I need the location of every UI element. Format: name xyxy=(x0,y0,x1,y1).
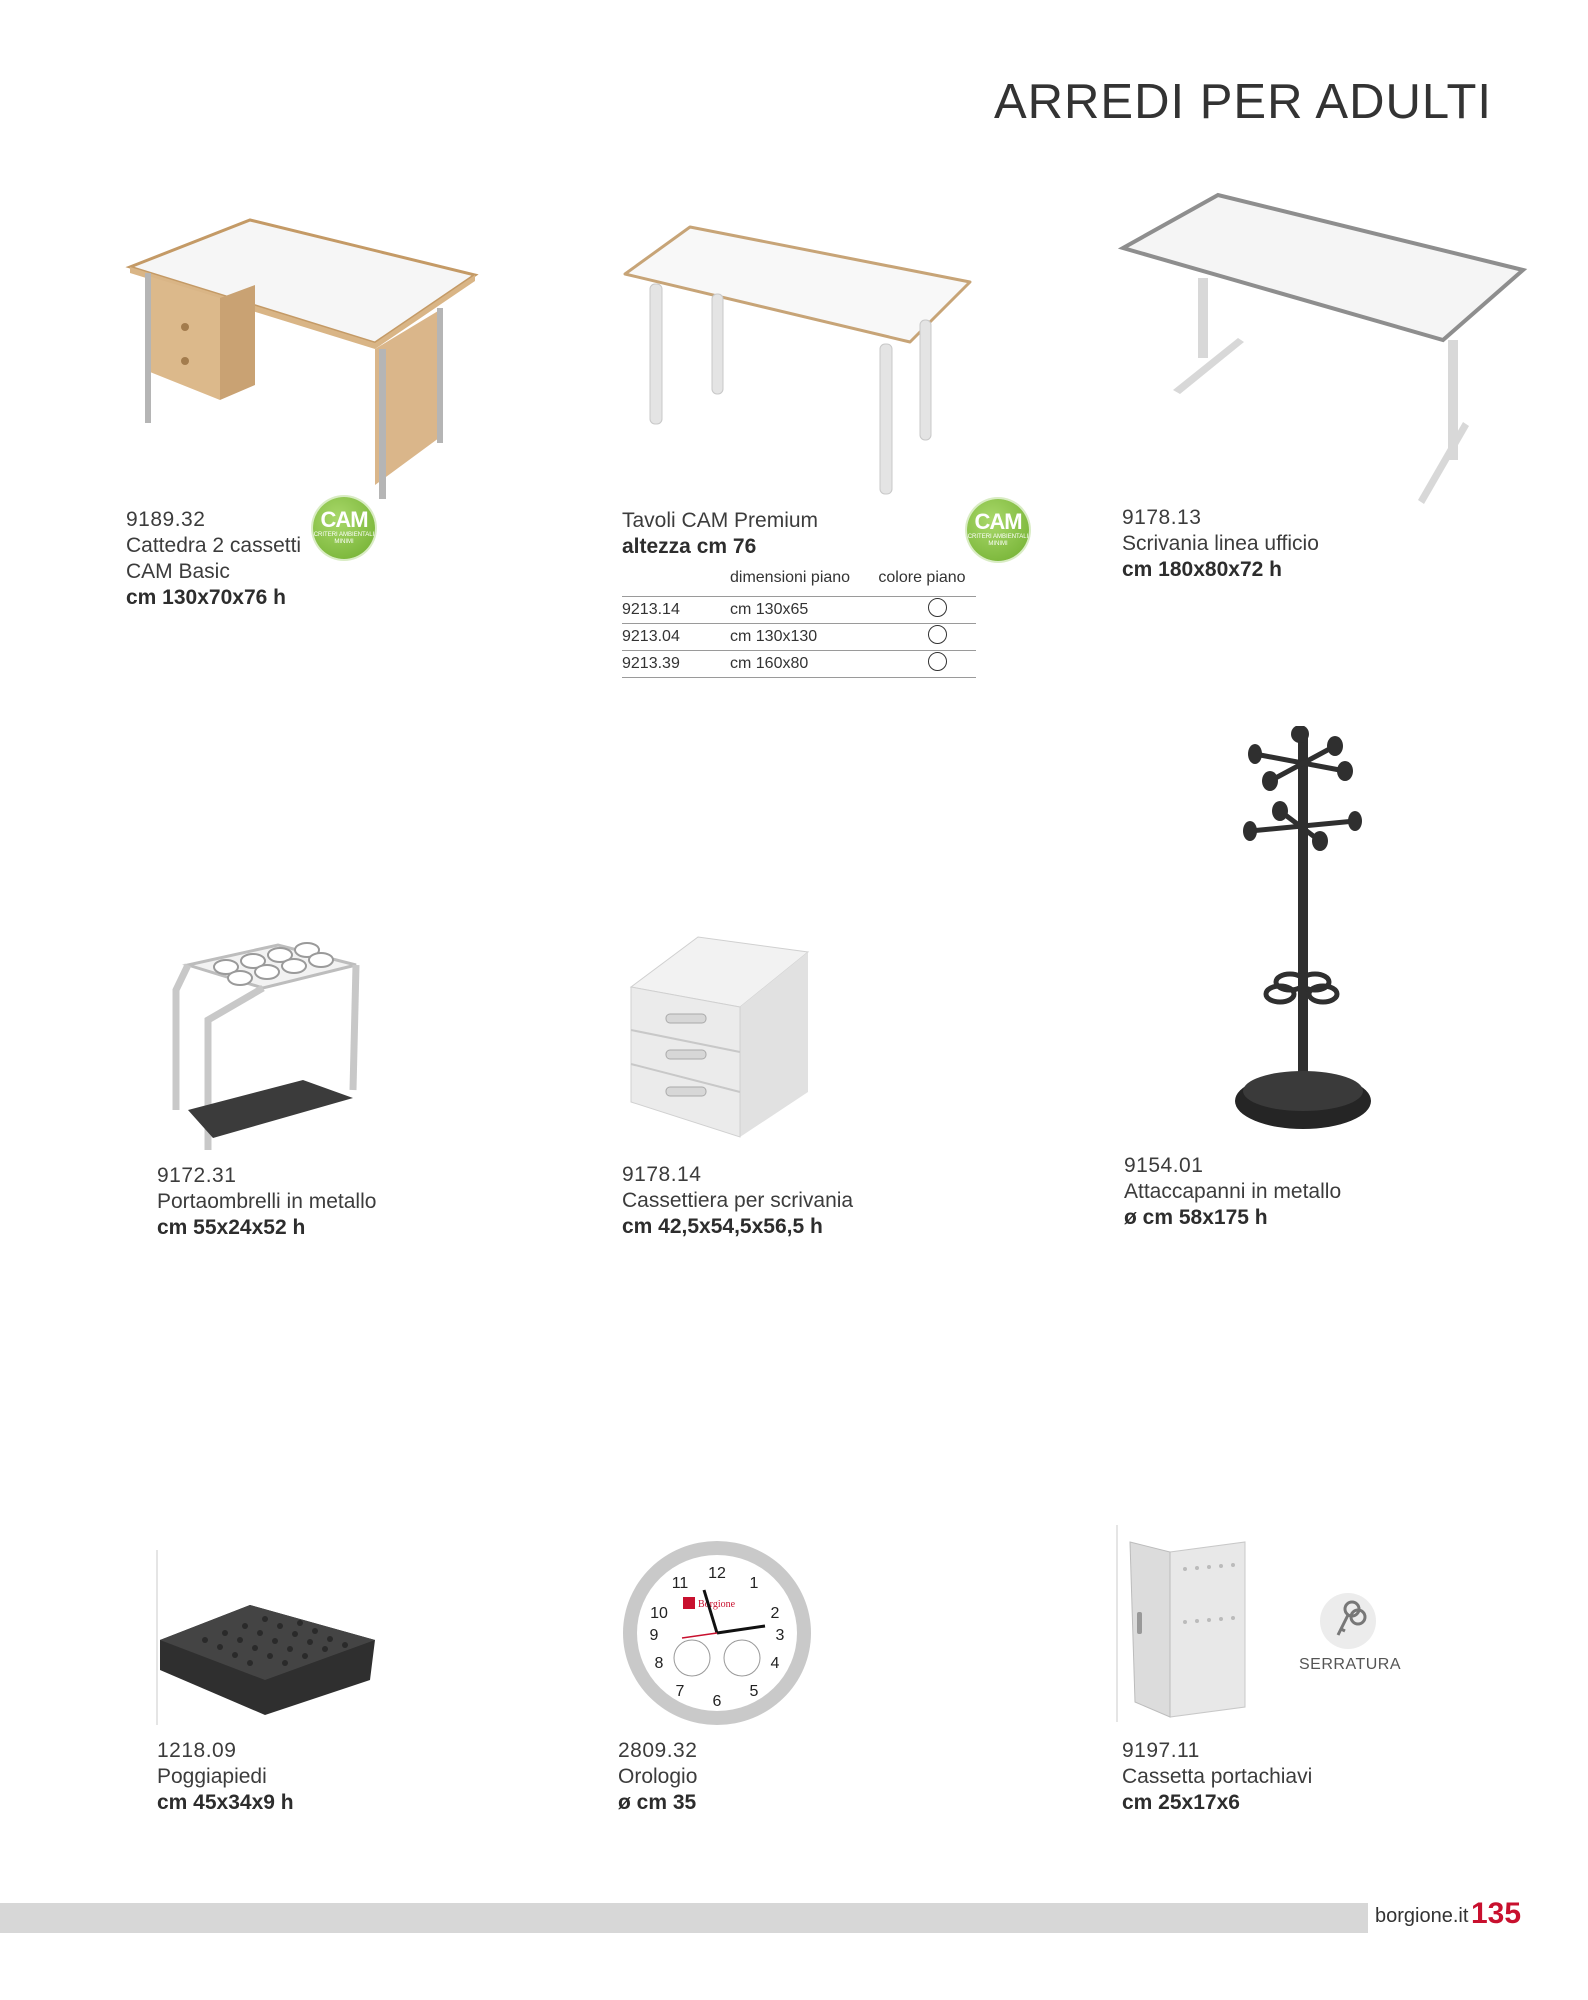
product-name: Cattedra 2 cassetti xyxy=(126,534,302,557)
cassettiera-image xyxy=(628,932,818,1142)
feature-label: SERRATURA xyxy=(1299,1656,1401,1673)
scrivania-text xyxy=(1122,505,1319,583)
cassetta-image xyxy=(1115,1522,1265,1727)
attaccapanni-text xyxy=(1124,1153,1341,1231)
column-header-color: colore piano xyxy=(878,569,966,586)
svg-text:4: 4 xyxy=(770,1655,780,1672)
product-name: Orologio xyxy=(618,1765,698,1788)
product-code: 9178.14 xyxy=(622,1163,702,1186)
product-dimensions: cm 180x80x72 h xyxy=(1122,558,1282,581)
product-dimensions: cm 130x70x76 h xyxy=(126,586,286,609)
svg-text:9: 9 xyxy=(649,1627,659,1644)
product-name: Poggiapiedi xyxy=(157,1765,267,1788)
cam-badge: CAM CRITERI AMBIENTALI MINIMI xyxy=(967,499,1029,561)
product-dimensions: ø cm 35 xyxy=(618,1791,697,1814)
cassettiera-text xyxy=(622,1162,853,1240)
borgione-logo-icon xyxy=(683,1597,695,1609)
poggiapiedi-image xyxy=(155,1545,395,1730)
color-swatch xyxy=(928,598,947,617)
table-row xyxy=(622,624,976,651)
product-code: 9154.01 xyxy=(1124,1154,1204,1177)
svg-text:8: 8 xyxy=(654,1655,664,1672)
product-dimensions: ø cm 58x175 h xyxy=(1124,1206,1268,1229)
product-code: 9172.31 xyxy=(157,1164,237,1187)
product-dimensions: cm 25x17x6 xyxy=(1122,1791,1240,1814)
cam-badge: CAM CRITERI AMBIENTALI MINIMI xyxy=(313,497,375,559)
orologio-text xyxy=(618,1738,697,1816)
product-code: 1218.09 xyxy=(157,1739,237,1762)
variant-dimensions: cm 130x65 xyxy=(730,597,868,624)
tavoli-variants-table xyxy=(622,568,976,678)
attaccapanni-image xyxy=(1225,726,1380,1136)
portaombrelli-text xyxy=(157,1163,376,1241)
product-name: Cassettiera per scrivania xyxy=(622,1189,854,1212)
color-swatch xyxy=(928,625,947,644)
product-code: 9178.13 xyxy=(1122,506,1202,529)
svg-text:6: 6 xyxy=(712,1693,722,1710)
variant-code: 9213.14 xyxy=(622,597,730,624)
table-row xyxy=(622,651,976,678)
page-number: 135 xyxy=(1471,1897,1522,1930)
page-title: ARREDI PER ADULTI xyxy=(993,75,1492,129)
variant-code: 9213.39 xyxy=(622,651,730,678)
svg-text:2: 2 xyxy=(770,1605,780,1622)
tavoli-image xyxy=(620,222,980,502)
poggiapiedi-text xyxy=(157,1738,294,1816)
cattedra-image xyxy=(125,215,485,505)
product-name: Attaccapanni in metallo xyxy=(1124,1180,1342,1203)
product-name: Cassetta portachiavi xyxy=(1122,1765,1313,1788)
svg-text:12: 12 xyxy=(708,1565,726,1582)
product-code: 9189.32 xyxy=(126,508,206,531)
svg-text:3: 3 xyxy=(775,1627,785,1644)
svg-text:11: 11 xyxy=(671,1575,689,1592)
scrivania-image xyxy=(1118,190,1528,510)
product-dimensions: cm 55x24x52 h xyxy=(157,1216,306,1239)
orologio-image xyxy=(620,1538,815,1728)
product-name: Scrivania linea ufficio xyxy=(1122,532,1319,555)
footer-bar xyxy=(0,1903,1368,1933)
product-dimensions: cm 42,5x54,5x56,5 h xyxy=(622,1215,823,1238)
variant-dimensions: cm 160x80 xyxy=(730,651,868,678)
svg-text:1: 1 xyxy=(749,1575,759,1592)
svg-text:7: 7 xyxy=(675,1683,685,1700)
svg-text:5: 5 xyxy=(749,1683,759,1700)
color-swatch xyxy=(928,652,947,671)
svg-text:10: 10 xyxy=(650,1605,668,1622)
product-name: Tavoli CAM Premium xyxy=(622,509,819,532)
variant-dimensions: cm 130x130 xyxy=(730,624,868,651)
product-name: Portaombrelli in metallo xyxy=(157,1190,377,1213)
clock-brand: Borgione xyxy=(698,1599,736,1610)
variant-code: 9213.04 xyxy=(622,624,730,651)
cassetta-text xyxy=(1122,1738,1312,1816)
table-row xyxy=(622,597,976,624)
tavoli-text xyxy=(622,508,818,560)
product-name: CAM Basic xyxy=(126,560,230,583)
cattedra-text xyxy=(126,507,301,611)
footer-site: borgione.it xyxy=(1375,1905,1469,1927)
product-height: altezza cm 76 xyxy=(622,535,757,558)
product-dimensions: cm 45x34x9 h xyxy=(157,1791,294,1814)
column-header-dimensions: dimensioni piano xyxy=(730,569,851,586)
keys-icon xyxy=(1326,1597,1372,1643)
product-code: 9197.11 xyxy=(1122,1739,1200,1762)
product-code: 2809.32 xyxy=(618,1739,698,1762)
portaombrelli-image xyxy=(168,940,368,1155)
